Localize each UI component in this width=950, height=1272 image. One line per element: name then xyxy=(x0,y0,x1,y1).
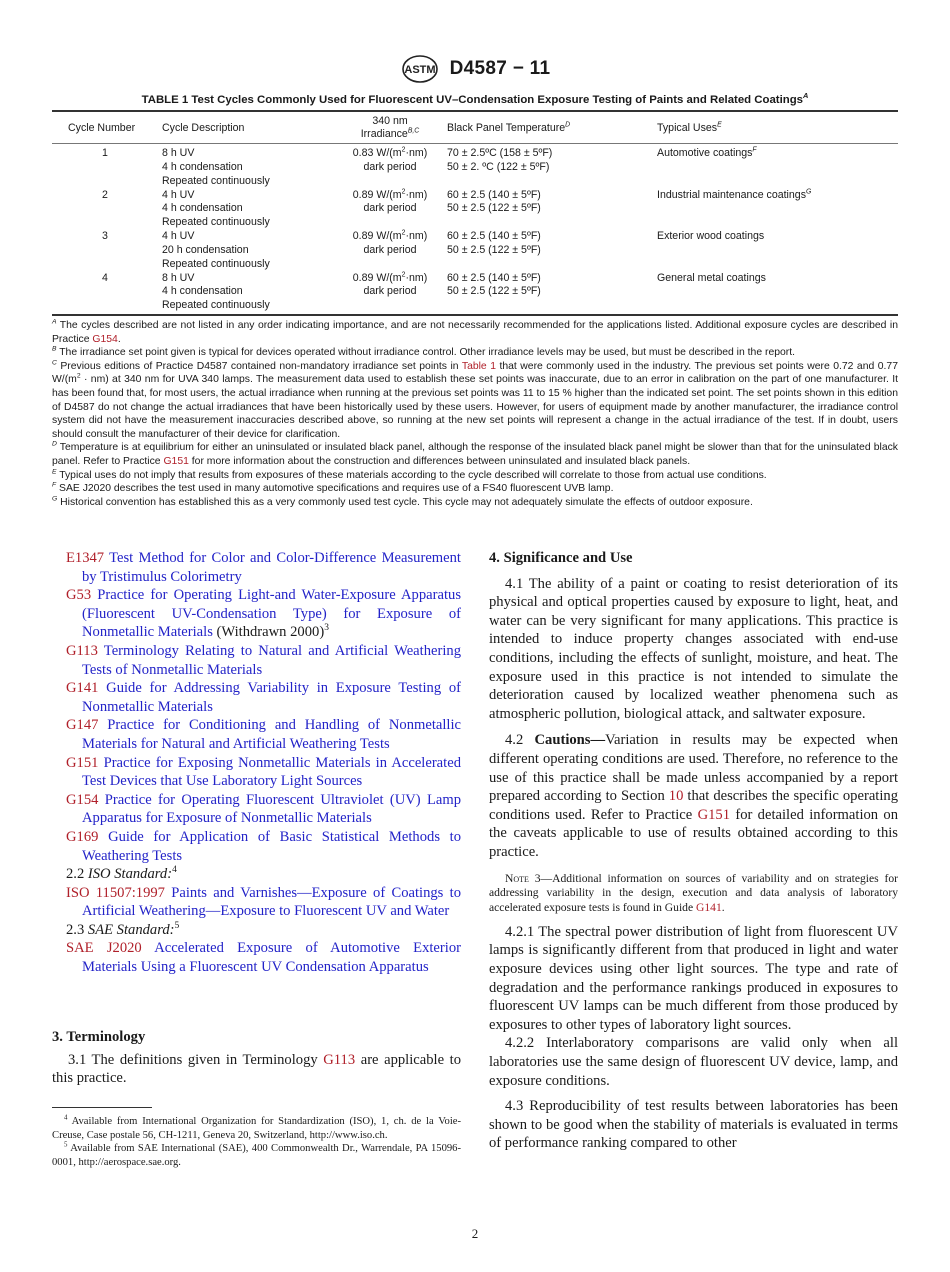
astm-logo-icon xyxy=(400,54,440,84)
footnote-5: $^5$ Available from SAE International (SAE), 400 Commonwealth Dr., Warrendale, PA 15096-0001, http://aerospace.sae.org. xyxy=(52,1141,461,1168)
column-header-cycle-description: Cycle Description xyxy=(162,122,245,134)
paragraph-4-2-2: 4.2.2 Interlaboratory comparisons are valid only when all laboratories use the same design of fluorescent UV device, lamp, and exposure conditions. xyxy=(489,1035,898,1089)
table-footnote-b: $^B$ The irradiance set point given is typical for devices operated without irradiance control. Other irradiance levels may be used, but must be described in the report. xyxy=(52,345,796,359)
sae-standard-heading: 2.3 SAE Standard:$^5$ xyxy=(66,921,180,938)
typical-use: Industrial maintenance coatings$^G$ xyxy=(657,187,812,201)
reference-item[interactable]: G53 Practice for Operating Light-and Water-Exposure Apparatus (Fluorescent UV-Condensation Type) for Exposure of Nonmetallic Materials (Withdrawn 2000)$^3$ xyxy=(66,587,461,641)
paragraph-4-1: 4.1 The ability of a paint or coating to resist deterioration of its physical and optical properties caused by exposure to light, heat, and water can be very significant for many applications. This practice is intended to induce property changes associated with end-use conditions, including the effects of sunlight, moisture, and heat. The exposure used in this practice is not intended to simulate the deterioration caused by localized weather phenomena such as atmospheric pollution, biological attack, and saltwater exposure. xyxy=(489,575,898,722)
typical-use: Exterior wood coatings xyxy=(657,230,765,242)
paragraph-4-2: 4.2 Cautions—Variation in results may be expected when different operating conditions are used. Therefore, no reference to the use of this practice shall be made unless accompanied by a report prepared according to Section 10 that describes the specific operating conditions used. Refer to Practice G151 for detailed information on the caveats applicable to use of results obtained according to this practice. xyxy=(489,732,899,860)
link-g151[interactable]: G151 xyxy=(697,806,731,823)
column-header-cycle-number: Cycle Number xyxy=(68,122,136,134)
note-3: Note 3—Additional information on sources of variability and on strategies for addressing variability in the design, execution and data analysis of laboratory accelerated exposure tests is found in Guide G141. xyxy=(489,871,898,915)
link-section-10[interactable]: 10 xyxy=(668,788,684,805)
table-footnotes xyxy=(52,319,898,509)
table-footnote-a: $^A$ The cycles described are not listed in any order indicating importance, and are not necessarily recommended for the applications listed. Additional exposure cycles are described in Practice G154. xyxy=(52,318,898,345)
document-header xyxy=(0,54,950,84)
reference-item[interactable]: G169 Guide for Application of Basic Statistical Methods to Weathering Tests xyxy=(66,828,461,864)
section-heading-significance: 4. Significance and Use xyxy=(489,550,633,566)
link-g154[interactable]: G154 xyxy=(92,333,118,345)
reference-item[interactable]: G141 Guide for Addressing Variability in Exposure Testing of Nonmetallic Materials xyxy=(66,680,461,715)
page-number: 2 xyxy=(471,1226,479,1241)
cycle-number: 1 xyxy=(102,147,108,159)
paragraph-4-2-1: 4.2.1 The spectral power distribution of light from fluorescent UV lamps is significantly different from that produced in light and water exposure devices using other light sources. The type and rate of degradation and the performance rankings produced in exposures to fluorescent UV lamps can be much different from those produced by exposures to other types of laboratory light sources. xyxy=(489,923,898,1033)
table-title: TABLE 1 Test Cycles Commonly Used for Fluorescent UV–Condensation Exposure Testing of Paints and Related Coatings$^A$ xyxy=(141,91,809,106)
irradiance: 0.89 $W/(m^2\cdot nm)$ dark period xyxy=(352,270,428,298)
cycle-description: 8 h UV 4 h condensation Repeated continuously xyxy=(162,271,270,312)
column-header-irradiance: 340 nm Irradiance$^{B,C}$ xyxy=(360,115,420,140)
reference-item-iso[interactable]: ISO 11507:1997 Paints and Varnishes—Exposure of Coatings to Artificial Weathering—Exposure to Fluorescent UV and Water xyxy=(66,884,461,920)
section-heading-terminology: 3. Terminology xyxy=(52,1029,146,1045)
reference-item[interactable]: G147 Practice for Conditioning and Handling of Nonmetallic Materials for Natural and Artificial Weathering Tests xyxy=(66,717,461,752)
black-panel-temperature: 60 ± 2.5 (140 ± 5ºF) 50 ± 2.5 (122 ± 5ºF) xyxy=(447,230,541,256)
cycle-number: 2 xyxy=(102,188,108,201)
reference-item-sae[interactable]: SAE J2020 Accelerated Exposure of Automotive Exterior Materials Using a Fluorescent UV Condensation Apparatus xyxy=(66,940,461,976)
column-header-typical-uses: Typical Uses$^E$ xyxy=(657,121,722,134)
table-bottom-rule xyxy=(52,314,898,316)
cycle-number: 4 xyxy=(102,271,108,284)
column-header-temperature: Black Panel Temperature$^D$ xyxy=(447,121,571,134)
cycle-number: 3 xyxy=(102,230,108,242)
svg-text:ASTM: ASTM xyxy=(404,64,436,76)
link-g113[interactable]: G113 xyxy=(323,1051,356,1068)
table-top-rule xyxy=(52,110,898,112)
left-column xyxy=(66,549,461,977)
irradiance: 0.89 $W/(m^2\cdot nm)$ dark period xyxy=(352,229,428,256)
reference-item[interactable]: G151 Practice for Exposing Nonmetallic Materials in Accelerated Test Devices that Use Laboratory Light Sources xyxy=(66,754,461,790)
link-g141[interactable]: G141 xyxy=(696,901,722,915)
cycle-description: 8 h UV 4 h condensation Repeated continuously xyxy=(162,147,270,187)
table-footnote-g: $^G$ Historical convention has established this as a very commonly used test cycle. This cycle may not adequately simulate the effects of outdoor exposure. xyxy=(52,495,753,508)
footnote-4: $^4$ Available from International Organization for Standardization (ISO), 1, ch. de la Voie-Creuse, Case postale 56, CH-1211, Geneva 20, Switzerland, http://www.iso.ch. xyxy=(52,1114,461,1141)
footnote-rule xyxy=(52,1107,152,1108)
typical-use: Automotive coatings$^F$ xyxy=(657,146,757,159)
cycle-description: 4 h UV 4 h condensation Repeated continuously xyxy=(162,188,270,229)
document-id: D4587 − 11 xyxy=(449,58,551,79)
black-panel-temperature: 70 ± 2.5ºC (158 ± 5ºF) 50 ± 2. ºC (122 ± 5ºF) xyxy=(447,147,553,173)
table-footnote-c: $^C$ Previous editions of Practice D4587 contained non-mandatory irradiance set points in Table 1 that were commonly used in the industry. The previous set points were 0.72 and 0.77 $W/(m^2 \cdot nm)$ at 340 nm for UVA 340 lamps. The measurement data used to establish these set points was inaccurate, due to an error in calibration on the part of one manufacturer. It has been found that, for most users, the actual irradiance when running at the previous set points was 11 to 15 % higher than the indicated set point. The set points shown in this edition of D4587 do not change the actual irradiances that have been historically used by these users. However, for users of equipment made by another manufacturer, the irradiance control system did not have the measurement inaccuracies described above, so running at the new set points will represent a change in the actual irradiance of the test. If in doubt, users should consult the manufacturer of their device for clarification. xyxy=(52,359,898,440)
table-footnote-d: $^D$ Temperature is at equilibrium for either an uninsulated or insulated black panel, although the response of the insulated black panel might be slower than that for the uninsulated black panel. Refer to Practice G151 for more information about the construction and differences between uninsulated and insulated black panels. xyxy=(52,440,898,467)
page-footnotes xyxy=(52,1107,461,1169)
table-header-rule xyxy=(52,143,898,144)
irradiance: 0.89 $W/(m^2\cdot nm)$ dark period xyxy=(352,187,428,215)
section-3 xyxy=(52,1028,461,1088)
reference-item[interactable]: G154 Practice for Operating Fluorescent Ultraviolet (UV) Lamp Apparatus for Exposure of Nonmetallic Materials xyxy=(66,791,461,827)
iso-standard-heading: 2.2 ISO Standard:$^4$ xyxy=(66,865,177,883)
table-footnote-e: $^E$ Typical uses do not imply that results from exposures of these materials according to the cycle described will correlate to those from actual use conditions. xyxy=(52,468,767,481)
typical-use: General metal coatings xyxy=(657,271,766,284)
black-panel-temperature: 60 ± 2.5 (140 ± 5ºF) 50 ± 2.5 (122 ± 5ºF) xyxy=(447,271,541,298)
right-column xyxy=(489,549,898,1153)
cycle-description: 4 h UV 20 h condensation Repeated continuously xyxy=(162,230,270,270)
black-panel-temperature: 60 ± 2.5 (140 ± 5ºF) 50 ± 2.5 (122 ± 5ºF) xyxy=(447,188,541,215)
paragraph-3-1: 3.1 The definitions given in Terminology G113 are applicable to this practice. xyxy=(52,1051,462,1087)
reference-item[interactable]: G113 Terminology Relating to Natural and Artificial Weathering Tests of Nonmetallic Materials xyxy=(66,642,461,678)
table-footnote-f: $^F$ SAE J2020 describes the test used in many automotive specifications and requires use of a FS40 fluorescent UVB lamp. xyxy=(52,481,614,495)
irradiance: 0.83 $W/(m^2\cdot nm)$ dark period xyxy=(352,146,428,173)
paragraph-4-3: 4.3 Reproducibility of test results between laboratories has been shown to be good when the stability of materials is evaluated in terms of performance ranking compared to other xyxy=(489,1098,898,1152)
link-table-1[interactable]: Table 1 xyxy=(461,360,496,372)
link-g151[interactable]: G151 xyxy=(163,455,189,467)
reference-item[interactable]: E1347 Test Method for Color and Color-Difference Measurement by Tristimulus Colorimetry xyxy=(66,550,461,585)
